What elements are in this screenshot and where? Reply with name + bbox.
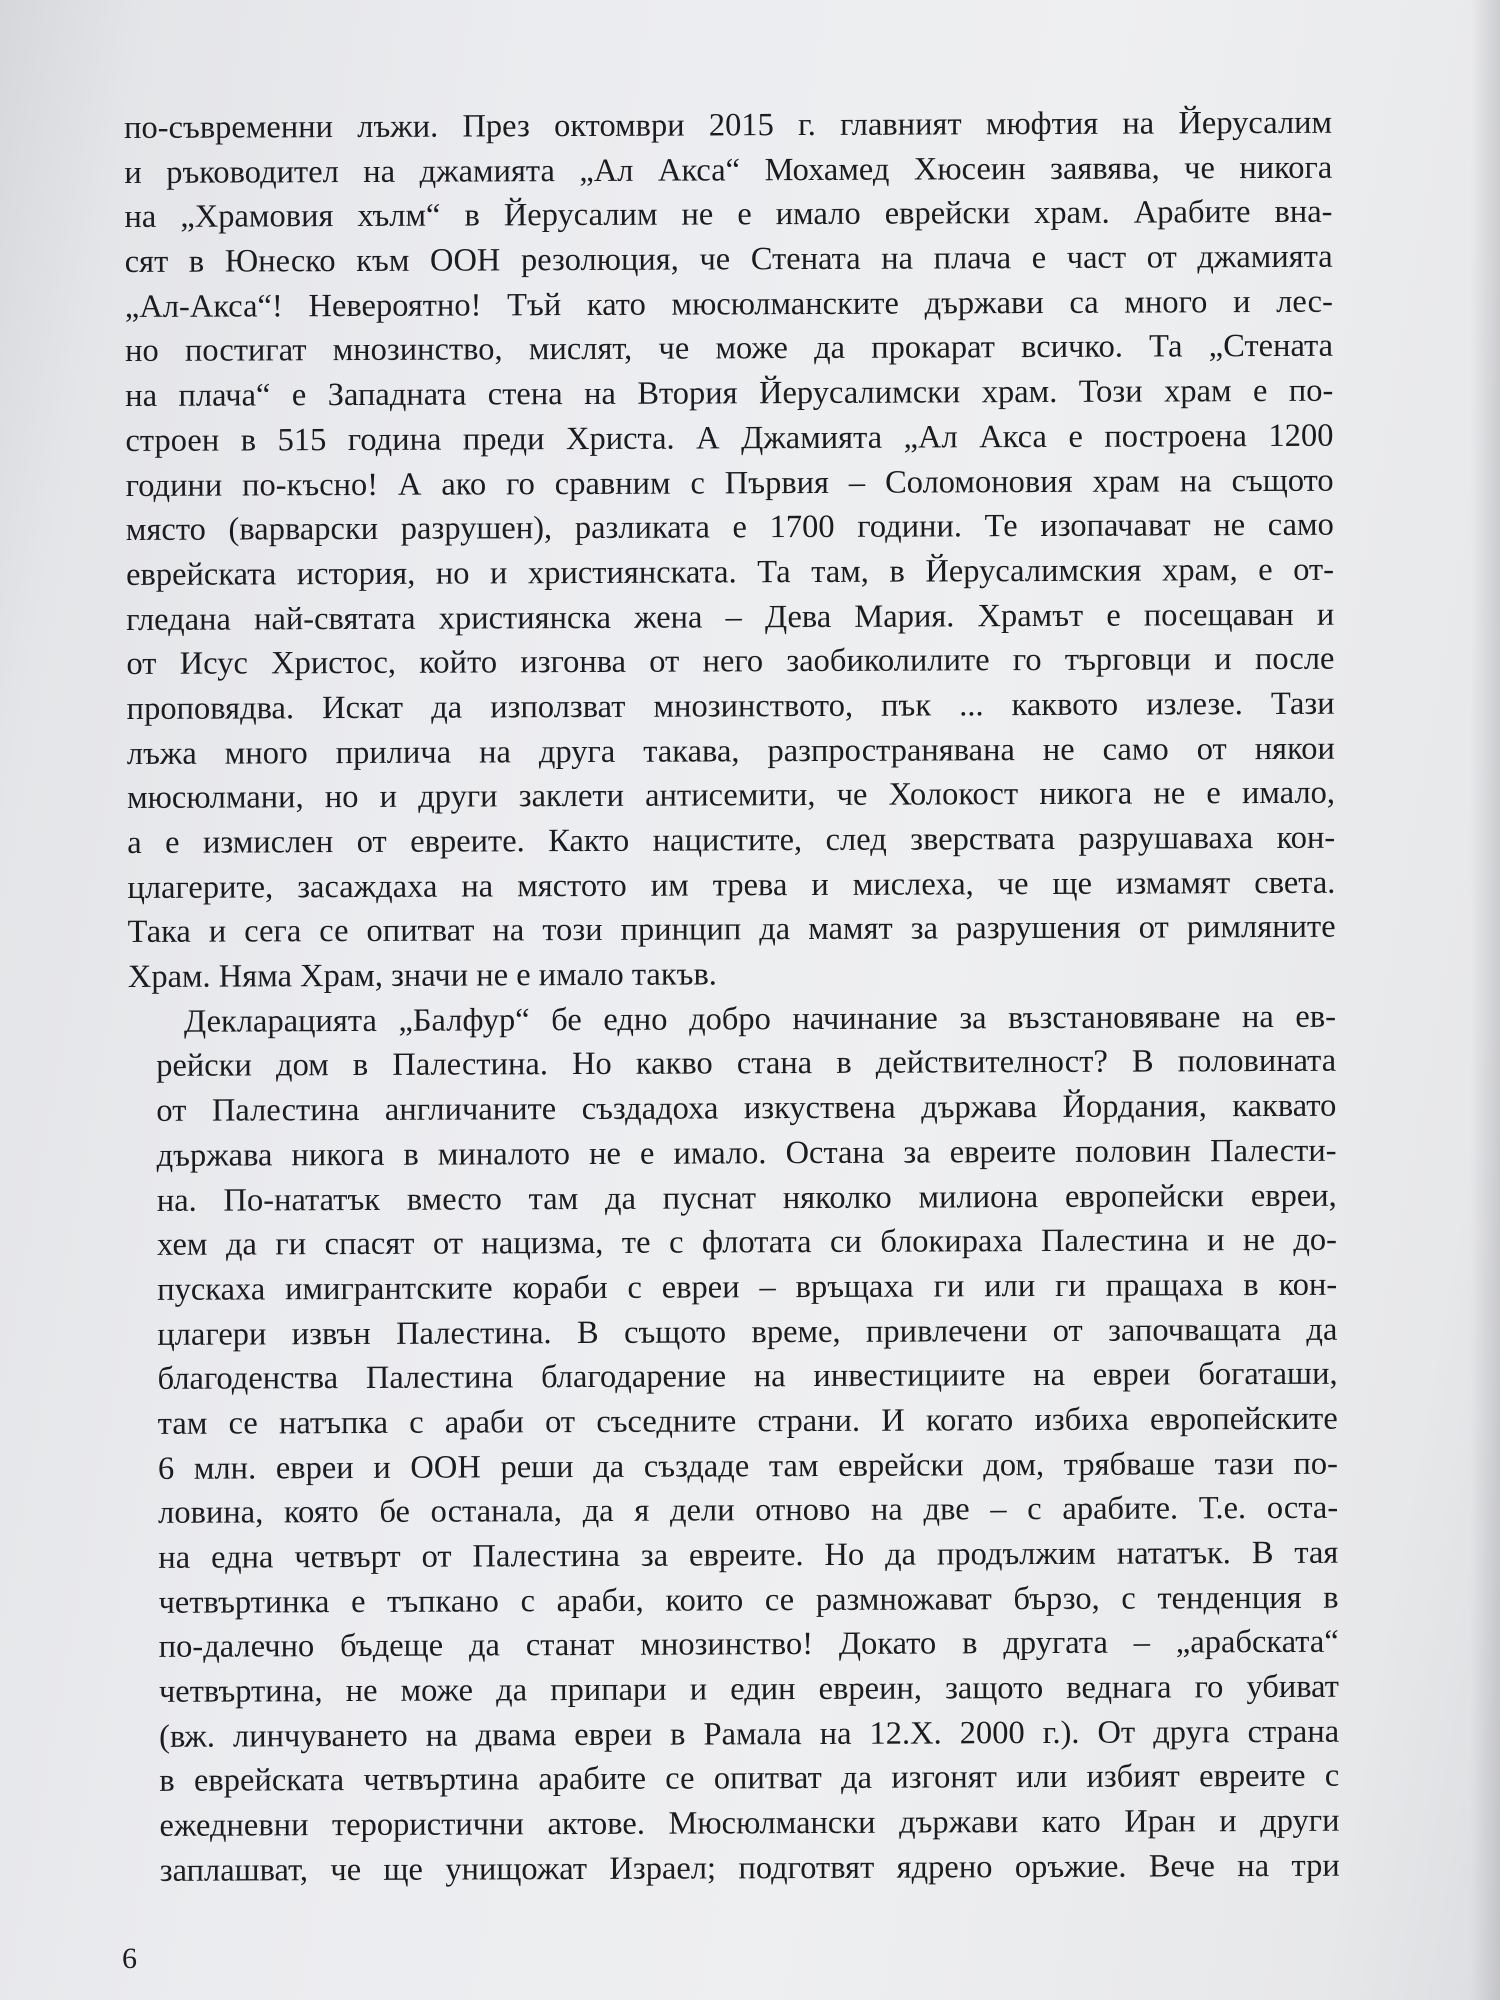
text-line: заплашват, че ще унищожат Израел; подготвят ядрено оръжие. Вече на три bbox=[159, 1847, 1340, 1889]
text-line: „Ал-Акса“! Невероятно! Тъй като мюсюлманските държави са много и лес- bbox=[124, 283, 1333, 325]
text-line: Декларацията „Балфур“ бе едно добро начинание за възстановяване на ев- bbox=[183, 998, 1337, 1040]
text-line: от Палестина англичаните създадоха изкуствена държава Йордания, каквато bbox=[156, 1087, 1337, 1129]
text-line: там се натъпка с араби от съседните страни. И когато избиха европейските bbox=[157, 1400, 1338, 1442]
text-line: ловина, която бе останала, да я дели отново на две – с арабите. Т.е. оста- bbox=[158, 1490, 1339, 1532]
paragraph-2 bbox=[128, 994, 1340, 1893]
text-line: а е измислен от евреите. Както нацистите, след зверствата разрушаваха кон- bbox=[127, 819, 1336, 861]
text-line: на една четвърт от Палестина за евреите. Но да продължим нататък. В тая bbox=[158, 1534, 1339, 1576]
text-line: на „Храмовия хълм“ в Йерусалим не е имало еврейски храм. Арабите вна- bbox=[124, 194, 1333, 236]
text-line: мюсюлмани, но и други заклети антисемити, че Холокост никога не е имало, bbox=[126, 775, 1336, 817]
text-line: рейски дом в Палестина. Но какво стана в действителност? В половината bbox=[156, 1043, 1337, 1085]
text-line: гледана най-святата християнска жена – Дева Мария. Храмът е посещаван и bbox=[126, 596, 1335, 638]
body-text bbox=[124, 101, 1340, 1894]
text-line: проповядва. Искат да използват мнозинството, пък ... каквото излезе. Тази bbox=[126, 685, 1335, 727]
text-line: по-съвременни лъжи. През октомври 2015 г. главният мюфтия на Йерусалим bbox=[124, 104, 1333, 146]
text-line: в еврейската четвъртина арабите се опитват да изгонят или избият евреите с bbox=[159, 1758, 1340, 1800]
text-line: години по-късно! А ако го сравним с Първия – Соломоновия храм на същото bbox=[125, 462, 1334, 504]
text-line: еврейската история, но и християнската. Та там, в Йерусалимския храм, е от- bbox=[125, 551, 1335, 593]
text-line: строен в 515 година преди Христа. А Джамията „Ал Акса е построена 1200 bbox=[125, 417, 1334, 459]
text-line: Храм. Няма Храм, значи не е имало такъв. bbox=[127, 956, 717, 996]
text-line: четвъртинка е тъпкано с араби, които се размножават бързо, с тенденция в bbox=[158, 1579, 1339, 1621]
text-line: благоденства Палестина благодарение на инвестициите на евреи богаташи, bbox=[157, 1355, 1338, 1398]
text-line: на. По-нататък вместо там да пуснат няколко милиона европейски евреи, bbox=[156, 1177, 1337, 1219]
paragraph-1 bbox=[124, 101, 1336, 1000]
text-line: от Исус Христос, който изгонва от него заобиколилите го търговци и после bbox=[126, 640, 1335, 683]
text-line: цлагерите, засаждаха на мястото им трева и мислеха, че ще измамят света. bbox=[127, 864, 1336, 906]
text-line: на плача“ е Западната стена на Втория Йерусалимски храм. Този храм е по- bbox=[125, 372, 1334, 415]
text-line: място (варварски разрушен), разликата е 1700 години. Те изопачават не само bbox=[125, 506, 1334, 549]
text-line: 6 млн. евреи и ООН реши да създаде там еврейски дом, трябваше тази по- bbox=[157, 1445, 1339, 1487]
text-line: (вж. линчуването на двама евреи в Рамала на 12.Х. 2000 г.). От друга страна bbox=[159, 1713, 1340, 1755]
text-line: Така и сега се опитват на този принцип да мамят за разрушения от римляните bbox=[127, 909, 1336, 951]
text-line: сят в Юнеско към ООН резолюция, че Стената на плача е част от джамията bbox=[124, 238, 1333, 281]
text-line: пускаха имигрантските кораби с евреи – връщаха ги или ги пращаха в кон- bbox=[157, 1266, 1338, 1308]
page-edge-shadow bbox=[1470, 0, 1500, 2000]
text-line: държава никога в миналото не е имало. Остана за евреите половин Палести- bbox=[156, 1132, 1337, 1174]
text-line: четвъртина, не може да припари и един евреин, защото веднага го убиват bbox=[158, 1668, 1339, 1710]
text-line: ежедневни терористични актове. Мюсюлмански държави като Иран и други bbox=[159, 1802, 1340, 1844]
text-line: хем да ги спасят от нацизма, те с флотата си блокираха Палестина и не до- bbox=[156, 1221, 1338, 1264]
text-line: и ръководител на джамията „Ал Акса“ Мохамед Хюсеин заявява, че никога bbox=[124, 149, 1333, 191]
text-line: но постигат мнозинство, мислят, че може да прокарат всичко. Та „Стената bbox=[124, 328, 1334, 370]
page-number: 6 bbox=[122, 1942, 137, 1975]
text-line: цлагери извън Палестина. В същото време, привлечени от започващата да bbox=[157, 1311, 1338, 1353]
text-line: лъжа много прилича на друга такава, разпространявана не само от някои bbox=[126, 730, 1335, 772]
text-line: по-далечно бъдеще да станат мнозинство! Докато в другата – „арабската“ bbox=[158, 1624, 1339, 1666]
